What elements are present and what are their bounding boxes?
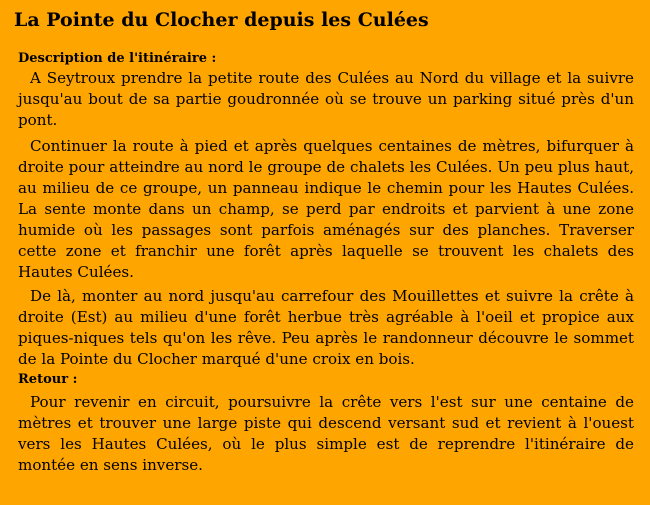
description-paragraph-3: De là, monter au nord jusqu'au carrefour des Mouillettes et suivre la crête à droite (Est) au milieu d'une forêt herbue très agréable à l'oeil et propice aux piques-niques tels qu'on les rêve. Peu après le randonneur découvre le sommet de la Pointe du Clocher marqué d'une croix en bois. <box>18 287 634 368</box>
retour-paragraph: Pour revenir en circuit, poursuivre la crête vers l'est sur une centaine de mètres et trouver une large piste qui descend versant sud et revient à l'ouest vers les Hautes Culées, où le plus simple est de reprendre l'itinéraire de montée en sens inverse. <box>18 393 634 474</box>
description-paragraph-2: Continuer la route à pied et après quelques centaines de mètres, bifurquer à droite pour atteindre au nord le groupe de chalets les Culées. Un peu plus haut, au milieu de ce groupe, un panneau indique le chemin pour les Hautes Culées. La sente monte dans un champ, se perd par endroits et parvient à une zone humide où les passages sont parfois aménagés sur des planches. Traverser cette zone et franchir une forêt après laquelle se trouvent les chalets des Hautes Culées. <box>18 137 634 281</box>
retour-heading: Retour : <box>18 372 78 387</box>
description-heading: Description de l'itinéraire : <box>18 51 217 66</box>
description-paragraph-1: A Seytroux prendre la petite route des Culées au Nord du village et la suivre jusqu'au bout de sa partie goudronnée où se trouve un parking situé près d'un pont. <box>18 69 634 129</box>
itinerary-content <box>18 49 634 476</box>
page-title: La Pointe du Clocher depuis les Culées <box>14 9 429 31</box>
